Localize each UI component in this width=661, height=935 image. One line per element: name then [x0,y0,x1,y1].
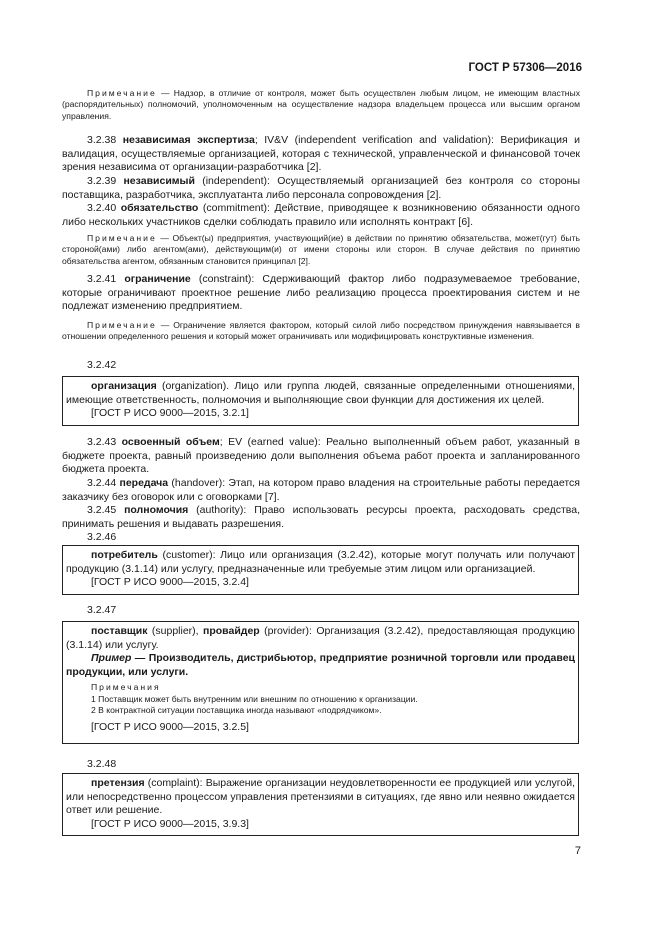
term-3-2-46-box: потребитель (customer): Лицо или организация (3.2.42), которые могут получать или получают продукцию (3.1.14) или услугу, предназначенные или требуемые этим лицом или организацией. [ГОСТ Р ИСО 9000—2015, 3.2.4] [62,545,579,595]
example: Пример — Производитель, дистрибьютор, предприятие розничной торговли или продавец продукции, или услуги. [66,652,575,678]
term-title: обязательство [120,202,199,214]
note-text: — Надзор, в отличие от контроля, может быть осуществлен любым лицом, не имеющим властных (распорядительных) полномочий, уполномоченным на осуществление надзора владельцем процесса или высшим органом управления. [62,88,580,121]
term-title: передача [119,477,169,489]
term-3-2-40: 3.2.40 обязательство (commitment): Действие, приводящее к возникновению обязанности одного либо нескольких участников сделки соблюдать правило или исполнять контракт [6]. [62,202,581,228]
term-3-2-43: 3.2.43 освоенный объем; EV (earned value): Реально выполненный объем работ, указанный в бюджете проекта, равный произведению доли выполнения объема работ проекта и запланированного бюджета проекта. [62,436,580,476]
term-title: освоенный объем [121,436,220,448]
reference: [ГОСТ Р ИСО 9000—2015, 3.9.3] [91,817,249,830]
reference: [ГОСТ Р ИСО 9000—2015, 3.2.5] [91,721,249,734]
term-title: поставщик [91,625,148,637]
term-3-2-48-box: претензия (complaint): Выражение организации неудовлетворенности ее продукцией или услугой, или непосредственно процессом управления претензиями в ситуациях, где явно или неявно ожидается ответ или решение. [ГОСТ Р ИСО 9000—2015, 3.9.3] [62,773,579,836]
term-title: потребитель [91,549,158,561]
term-title: претензия [91,777,145,789]
term-title: организация [91,380,157,392]
note-supervision [62,88,580,122]
document-header: ГОСТ Р 57306—2016 [468,62,582,74]
term-title: независимая экспертиза [122,134,255,146]
term-3-2-47-box: поставщик (supplier), провайдер (provider): Организация (3.2.42), предоставляющая продукцию (3.1.14) или услугу. Пример — Производитель, дистрибьютор, предприятие розничной торговли или продавец продукции, или услуги. Примечания 1 Поставщик может быть внутренним или внешним по отношению к организации. 2 В контрактной ситуации поставщика иногда называют «подрядчиком». [ГОСТ Р ИСО 9000—2015, 3.2.5] [62,621,579,744]
term-3-2-46-number: 3.2.46 [87,531,117,543]
term-3-2-42-box: организация (organization). Лицо или группа людей, связанные определенными отношениями, имеющие ответственность, полномочия и выполняющие свои функции для достижения их целей. [ГОСТ Р ИСО 9000—2015, 3.2.1] [62,376,579,426]
note-constraint: Примечание — Ограничение является фактором, который силой либо посредством принуждения навязывается в отношении определенного решения и который может ограничивать или модифицировать конструктивные изменения. [62,320,580,342]
note-label: Примечание [87,88,157,98]
notes-label: Примечания [91,682,161,693]
reference: [ГОСТ Р ИСО 9000—2015, 3.2.4] [91,576,249,589]
note-item: 2 В контрактной ситуации поставщика иногда называют «подрядчиком». [91,704,382,715]
note-commitment: Примечание — Объект(ы) предприятия, участвующий(ие) в действии по принятию обязательства, может(гут) быть стороной(ами) либо агентом(ами), действующим(и) от имени стороны или сторон. В случае действия по принятию обязательства агентом, обязанным становится принципал [2]. [62,233,580,266]
reference: [ГОСТ Р ИСО 9000—2015, 3.2.1] [91,407,249,420]
term-title: полномочия [124,504,189,516]
term-3-2-42-number: 3.2.42 [87,359,117,371]
page-number: 7 [574,845,581,857]
term-3-2-39: 3.2.39 независимый (independent): Осуществляемый организацией без контроля со стороны поставщика, разработчика, эксплуатанта либо персонала сопровождения [2]. [62,175,580,201]
term-title: независимый [123,175,195,187]
term-3-2-44: 3.2.44 передача (handover): Этап, на котором право владения на строительные работы передается заказчику без оговорок или с оговорками [7]. [62,477,580,503]
term-3-2-48-number: 3.2.48 [87,758,117,770]
note-item: 1 Поставщик может быть внутренним или внешним по отношению к организации. [91,693,418,704]
term-3-2-45: 3.2.45 полномочия (authority): Право использовать ресурсы проекта, расходовать средства, принимать решения и выдавать разрешения. [62,504,581,530]
term-title-2: провайдер [203,625,260,637]
term-3-2-38: 3.2.38 независимая экспертиза; IV&V (independent verification and validation): Верификация и валидация, осуществляемые организацией, которая с технической, управленческой и финансовой точек зрения независима от организации-разработчика [2]. [62,134,581,174]
term-3-2-41: 3.2.41 ограничение (constraint): Сдерживающий фактор либо подразумеваемое требование, которые ограничивают проектное решение либо реализацию процесса проектирования систем и не подлежат изменению предприятием. [62,273,580,313]
term-title: ограничение [124,273,191,285]
term-3-2-47-number: 3.2.47 [87,604,117,616]
